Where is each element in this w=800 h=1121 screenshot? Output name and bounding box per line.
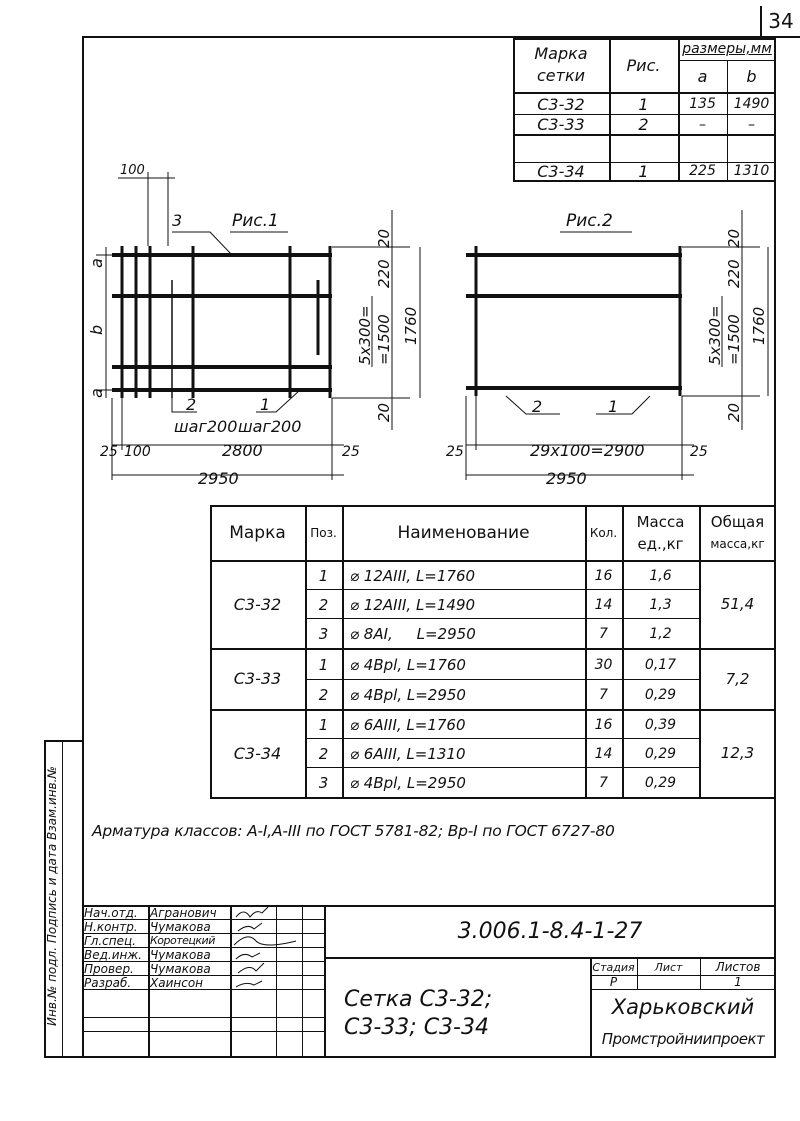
mesh-row-3-mark: С3-34 <box>537 161 585 181</box>
mesh-row-3-fig: 1 <box>638 161 649 181</box>
fig2-v-1500: =1500 <box>725 314 743 365</box>
fig1-dim-100-b: 100 <box>124 444 151 460</box>
tb-name-2: Чумакова <box>150 919 211 934</box>
spec-h-pos: Поз. <box>310 525 337 540</box>
fig1-side-b: b <box>87 324 106 335</box>
spec-g2-r2-pos: 2 <box>318 686 329 704</box>
fig1-v-220: 220 <box>375 259 393 288</box>
tb-role-6: Разраб. <box>84 975 132 990</box>
side-stamp-divider <box>62 740 63 1058</box>
mesh-row-1-mark: С3-32 <box>537 94 585 114</box>
spec-g3-r2-qty: 14 <box>594 745 613 762</box>
spec-g3-r3-name: ⌀ 4Bpl, L=2950 <box>350 774 466 792</box>
mesh-row-1-fig: 1 <box>638 94 649 114</box>
spec-table <box>210 505 776 800</box>
spec-g3-r3-mass: 0,29 <box>644 775 677 791</box>
spec-g1-r1-qty: 16 <box>594 568 613 584</box>
spec-h-mass-1: Масса <box>636 513 685 531</box>
spec-h-qty: Кол. <box>589 525 618 540</box>
fig1-dim-2950: 2950 <box>198 469 239 488</box>
tb-name-5: Чумакова <box>150 961 211 976</box>
fig1-title: Рис.1 <box>232 211 279 231</box>
tb-name-6: Хаинсон <box>150 975 204 990</box>
fig1-step-right: шаг200 <box>238 417 302 436</box>
spec-g3-r3-pos: 3 <box>318 774 329 792</box>
fig1-v-1500: =1500 <box>375 314 393 365</box>
spec-g1-mark: С3-32 <box>233 594 282 614</box>
spec-g3-r1-pos: 1 <box>318 716 329 734</box>
fig1-v-5x300: 5x300= <box>356 305 374 365</box>
spec-h-name: Наименование <box>397 522 530 543</box>
mesh-row-2-fig: 2 <box>638 115 649 134</box>
spec-g1-total: 51,4 <box>720 595 755 613</box>
spec-g1-r3-pos: 3 <box>318 625 329 643</box>
fig1-v-1760: 1760 <box>402 306 420 345</box>
figures-drawing <box>0 0 800 500</box>
spec-g1-r1-name: ⌀ 12AIII, L=1760 <box>350 567 476 585</box>
mesh-h-sizes: размеры,мм <box>682 41 772 57</box>
spec-g2-r1-qty: 30 <box>594 657 613 673</box>
tb-stage: Р <box>609 975 618 989</box>
spec-g2-r1-pos: 1 <box>318 656 329 674</box>
fig2-v-20-top: 20 <box>725 228 743 248</box>
spec-g3-r1-qty: 16 <box>594 717 613 733</box>
mesh-h-fig: Рис. <box>626 55 661 75</box>
sheet-number: 34 <box>768 9 794 33</box>
tb-org-2: Промстройниипроект <box>601 1030 765 1048</box>
fig2-v-220: 220 <box>725 259 743 288</box>
tb-role-1: Нач.отд. <box>84 905 138 920</box>
tb-role-5: Провер. <box>84 961 134 976</box>
spec-g3-mark: С3-34 <box>233 743 282 763</box>
tb-h-sheet: Лист <box>654 960 683 974</box>
fig1-dim-2800: 2800 <box>222 441 263 460</box>
spec-g2-r2-name: ⌀ 4Bpl, L=2950 <box>350 686 466 704</box>
fig2-v-20-bot: 20 <box>725 402 743 422</box>
reinforcement-note: Арматура классов: А-I,А-III по ГОСТ 5781-82; Вр-I по ГОСТ 6727-80 <box>92 822 615 840</box>
spec-g3-r2-name: ⌀ 6AIII, L=1310 <box>350 744 466 763</box>
fig1-side-a-bot: a <box>87 388 106 398</box>
spec-g2-mark: С3-33 <box>233 669 282 688</box>
mesh-row-1-b: 1490 <box>733 96 770 112</box>
tb-sheets: 1 <box>734 975 742 989</box>
fig1-dim-100: 100 <box>120 163 145 178</box>
fig2-dim-25-l: 25 <box>446 444 464 460</box>
spec-g1-r2-pos: 2 <box>318 595 329 614</box>
spec-h-total-1: Общая <box>710 513 765 531</box>
fig1-v-20-top: 20 <box>375 228 393 248</box>
fig1-pos3: 3 <box>172 211 183 230</box>
spec-g1-r3-qty: 7 <box>599 626 608 642</box>
spec-g1-r2-name: ⌀ 12AIII, L=1490 <box>350 595 476 614</box>
fig1-side-a-top: a <box>87 258 106 268</box>
fig2-pos1: 1 <box>608 397 619 416</box>
spec-g1-r2-qty: 14 <box>594 596 613 613</box>
signatures <box>230 905 300 995</box>
fig1-step-left: шаг200 <box>174 417 238 436</box>
title-block <box>82 905 776 1058</box>
spec-g3-r1-name: ⌀ 6AIII, L=1760 <box>350 716 466 734</box>
spec-g2-r2-qty: 7 <box>599 687 608 703</box>
tb-org-1: Харьковский <box>611 995 755 1019</box>
spec-g3-r3-qty: 7 <box>599 775 608 791</box>
spec-g3-r2-mass: 0,29 <box>644 745 677 762</box>
mesh-h-b: b <box>746 66 757 86</box>
tb-title-1: Сетка С3-32; <box>344 986 493 1012</box>
spec-g3-total: 12,3 <box>720 744 755 762</box>
fig2-v-5x300: 5x300= <box>706 305 724 365</box>
mesh-h-mark-1: Марка <box>534 43 588 63</box>
fig1-dim-25-r: 25 <box>342 444 360 460</box>
tb-h-stage: Стадия <box>592 960 635 974</box>
side-stamp-text: Инв.№ подл. Подпись и дата Взам.инв.№ <box>45 766 59 1026</box>
fig2-pos2: 2 <box>532 397 543 416</box>
fig2-dim-25-r: 25 <box>690 444 708 460</box>
fig2-v-1760: 1760 <box>750 306 768 345</box>
tb-name-3: Коротецкий <box>150 934 215 947</box>
mesh-row-3-a: 225 <box>689 163 716 179</box>
spec-g1-r1-mass: 1,6 <box>649 568 672 584</box>
spec-g2-r2-mass: 0,29 <box>644 687 677 703</box>
fig2-dim-2950: 2950 <box>546 469 587 488</box>
tb-code: 3.006.1-8.4-1-27 <box>457 918 643 944</box>
spec-g2-r1-mass: 0,17 <box>644 657 677 673</box>
tb-name-4: Чумакова <box>150 947 211 962</box>
spec-g2-r1-name: ⌀ 4Bpl, L=1760 <box>350 656 466 674</box>
fig2-title: Рис.2 <box>566 211 613 231</box>
spec-g1-r3-mass: 1,2 <box>649 626 672 642</box>
spec-g1-r2-mass: 1,3 <box>649 596 672 613</box>
tb-role-4: Вед.инж. <box>84 947 142 962</box>
mesh-row-2-mark: С3-33 <box>537 115 585 134</box>
fig1-pos2: 2 <box>186 395 197 414</box>
tb-role-2: Н.контр. <box>84 919 138 934</box>
mesh-h-a: a <box>697 66 708 86</box>
mesh-h-mark-2: сетки <box>536 65 586 85</box>
fig1-v-20-bot: 20 <box>375 402 393 422</box>
spec-h-mass-2: ед.,кг <box>637 535 684 553</box>
fig1-dim-25-l: 25 <box>100 444 118 460</box>
spec-g2-total: 7,2 <box>725 669 750 688</box>
tb-name-1: Агранович <box>150 905 217 920</box>
fig2-dim-main: 29x100=2900 <box>530 441 645 460</box>
spec-h-total-2: масса,кг <box>710 537 765 551</box>
mesh-row-1-a: 135 <box>689 96 716 112</box>
tb-role-3: Гл.спец. <box>84 933 136 948</box>
mesh-row-2-b: – <box>748 116 755 133</box>
mesh-row-2-a: – <box>699 116 706 133</box>
spec-g1-r1-pos: 1 <box>318 567 329 585</box>
tb-h-sheets: Листов <box>715 960 761 974</box>
spec-g1-r3-name: ⌀ 8AI, L=2950 <box>350 625 476 643</box>
spec-g3-r1-mass: 0,39 <box>644 717 677 733</box>
fig1-pos1: 1 <box>260 395 271 414</box>
spec-g3-r2-pos: 2 <box>318 744 329 763</box>
tb-title-2: С3-33; С3-34 <box>344 1014 489 1040</box>
spec-h-mark: Марка <box>229 522 286 543</box>
mesh-row-3-b: 1310 <box>733 163 770 179</box>
